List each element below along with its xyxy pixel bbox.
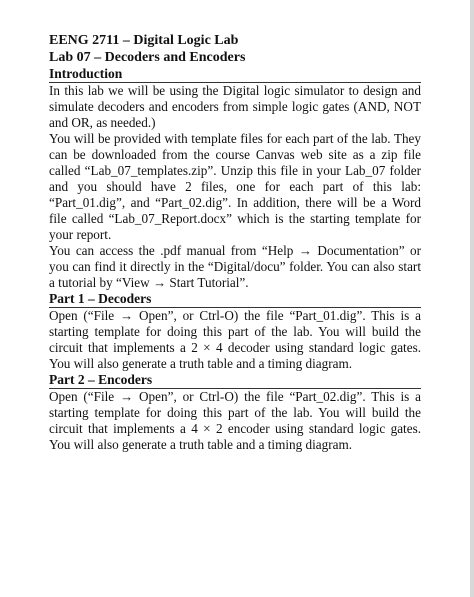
part1-paragraph: Open (“File → Open”, or Ctrl-O) the file “Part_01.dig”. This is a starting template for doing this part of the lab. You will build the circuit that implements a 2 × 4 decoder using standard logic gates. You will also generate a truth table and a timing diagram.	[49, 308, 421, 371]
part2-paragraph: Open (“File → Open”, or Ctrl-O) the file “Part_02.dig”. This is a starting template for doing this part of the lab. You will build the circuit that implements a 4 × 2 encoder using standard logic gates. You will also generate a truth table and a timing diagram.	[49, 389, 421, 452]
course-title: EENG 2711 – Digital Logic Lab	[49, 33, 239, 48]
page-edge-shadow	[470, 0, 474, 597]
part2-heading: Part 2 – Encoders	[49, 372, 421, 389]
part1-heading: Part 1 – Decoders	[49, 291, 421, 308]
introduction-paragraph-1: In this lab we will be using the Digital logic simulator to design and simulate decoders and encoders from simple logic gates (AND, NOT and OR, as needed.)	[49, 83, 421, 130]
document-page	[49, 32, 421, 453]
introduction-paragraph-3: You can access the .pdf manual from “Help → Documentation” or you can find it directly in the “Digital/docu” folder. You can also start a tutorial by “View → Start Tutorial”.	[49, 243, 421, 290]
introduction-paragraph-2: You will be provided with template files for each part of the lab. They can be downloaded from the course Canvas web site as a zip file called “Lab_07_templates.zip”. Unzip this file in your Lab_07 folder and you should have 2 files, one for each part of this lab: “Part_01.dig”, and “Part_02.dig”. In addition, there will be a Word file called “Lab_07_Report.docx” which is the starting template for your report.	[49, 131, 421, 242]
introduction-heading: Introduction	[49, 66, 421, 83]
lab-title: Lab 07 – Decoders and Encoders	[49, 50, 246, 65]
